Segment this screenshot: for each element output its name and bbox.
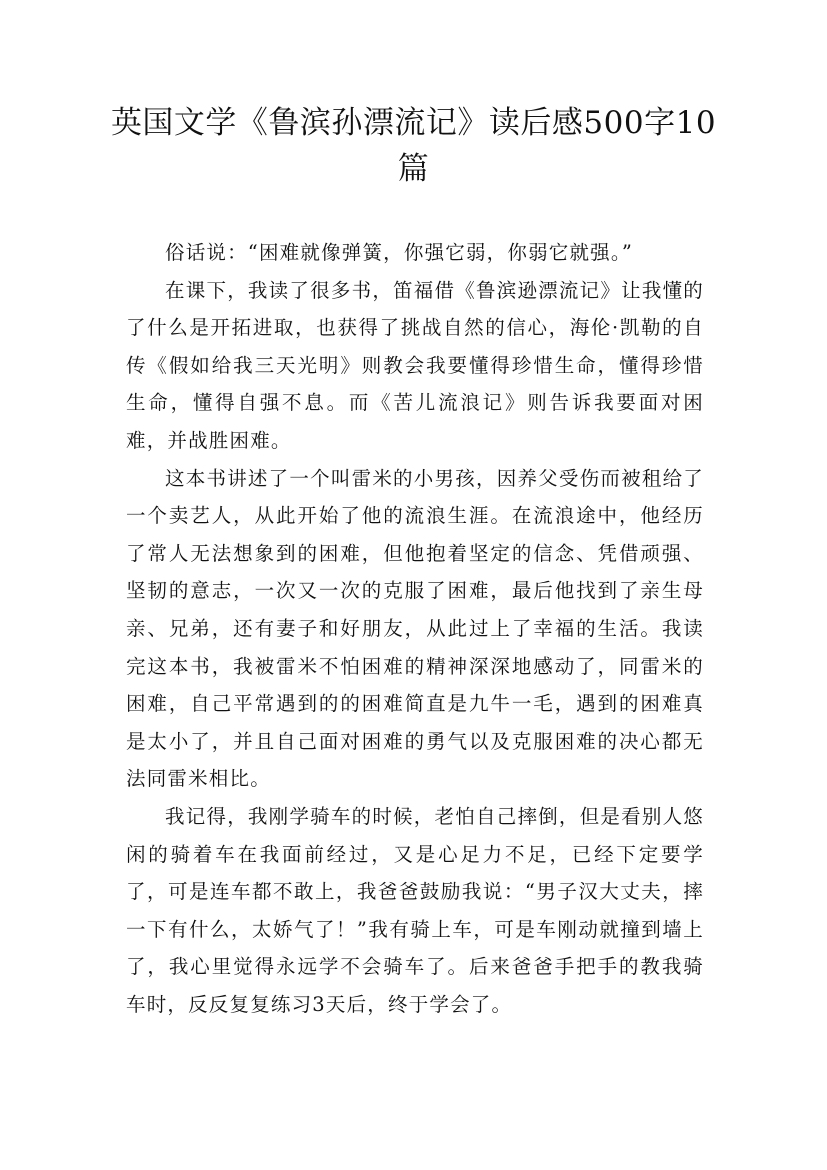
- document-body: [126, 234, 704, 1023]
- paragraph-2: 在课下，我读了很多书，笛福借《鲁滨逊漂流记》让我懂的了什么是开拓进取，也获得了挑战自然的信心，海伦·凯勒的自传《假如给我三天光明》则教会我要懂得珍惜生命，懂得珍惜生命，懂得自强不息。而《苦儿流浪记》则告诉我要面对困难，并战胜困难。: [126, 278, 704, 452]
- paragraph-1: 俗话说：“困难就像弹簧，你强它弱，你弱它就强。”: [165, 241, 633, 264]
- paragraph-4: 我记得，我刚学骑车的时候，老怕自己摔倒，但是看别人悠闲的骑着车在我面前经过，又是心足力不足，已经下定要学了，可是连车都不敢上，我爸爸鼓励我说：“男子汉大丈夫，摔一下有什么，太娇气了！”我有骑上车，可是车刚动就撞到墙上了，我心里觉得永远学不会骑车了。后来爸爸手把手的教我骑车时，反反复复练习3天后，终于学会了。: [126, 804, 704, 1016]
- paragraph-3: 这本书讲述了一个叫雷米的小男孩，因养父受伤而被租给了一个卖艺人，从此开始了他的流浪生涯。在流浪途中，他经历了常人无法想象到的困难，但他抱着坚定的信念、凭借顽强、坚韧的意志，一次又一次的克服了困难，最后他找到了亲生母亲、兄弟，还有妻子和好朋友，从此过上了幸福的生活。我读完这本书，我被雷米不怕困难的精神深深地感动了，同雷米的困难，自己平常遇到的的困难简直是九牛一毛，遇到的困难真是太小了，并且自己面对困难的勇气以及克服困难的决心都无法同雷米相比。: [126, 466, 704, 791]
- document-title: 英国文学《鲁滨孙漂流记》读后感500字10篇: [110, 105, 717, 187]
